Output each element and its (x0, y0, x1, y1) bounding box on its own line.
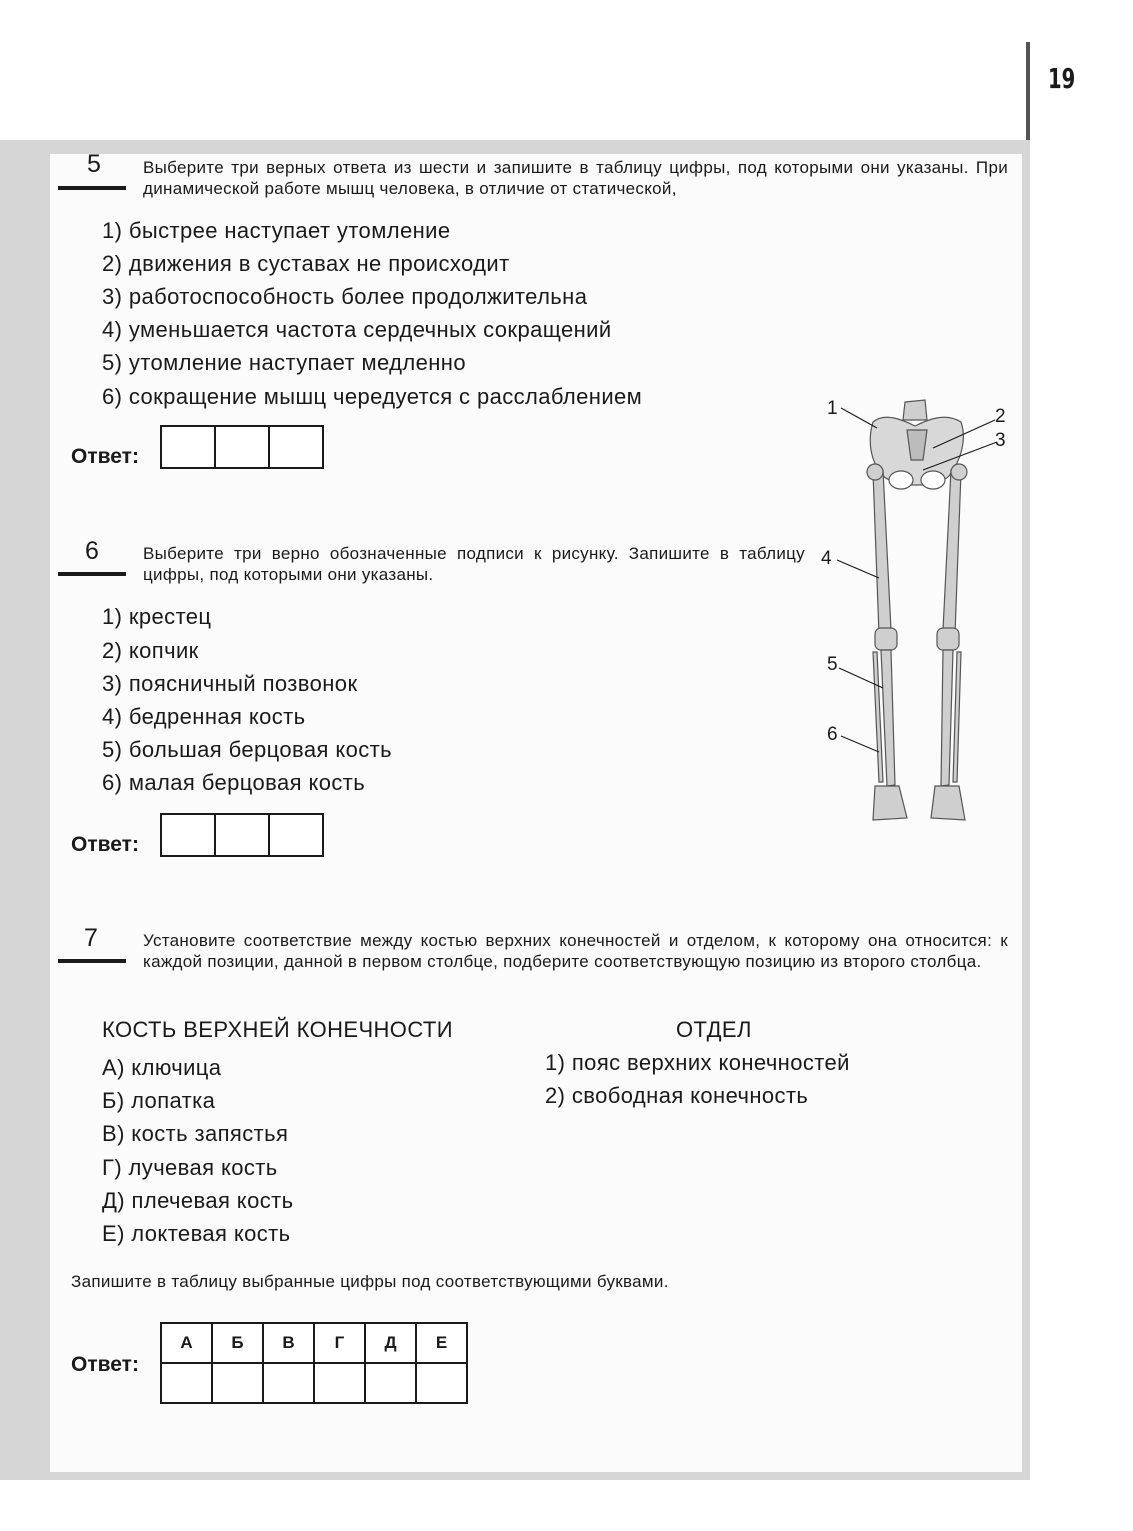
answer-cell[interactable] (270, 427, 322, 467)
task7-right-item-1: 1) пояс верхних конечностей (545, 1050, 850, 1075)
table-header-row (161, 1323, 467, 1363)
page-number: 19 (1048, 62, 1076, 95)
answer-cell[interactable] (216, 427, 270, 467)
task5-option-5[interactable]: 5) утомление наступает медленно (102, 350, 466, 375)
task6-option-3[interactable]: 3) поясничный позвонок (102, 671, 358, 696)
figure-label-3: 3 (995, 430, 1006, 451)
task7-left-item-g: Г) лучевая кость (102, 1155, 278, 1180)
task7-number-bar (58, 959, 126, 963)
task7-answer-label: Ответ: (71, 1353, 139, 1376)
right-fibula-shape (953, 652, 961, 782)
task6-prompt: Выберите три верно обозначенные подписи к рисунку. Запишите в таблицу цифры, под которыми они указаны. (143, 544, 805, 584)
task6-option-2[interactable]: 2) копчик (102, 638, 199, 663)
table-header-cell: А (161, 1323, 212, 1363)
task7-left-item-d: Д) плечевая кость (102, 1188, 294, 1213)
task6-option-6[interactable]: 6) малая берцовая кость (102, 770, 366, 795)
obturator-left-shape (889, 471, 913, 489)
right-tibia-shape (941, 650, 953, 786)
table-header-cell: Г (314, 1323, 365, 1363)
answer-cell[interactable] (314, 1363, 365, 1403)
task5-option-2[interactable]: 2) движения в суставах не происходит (102, 251, 510, 276)
task7-left-item-v: В) кость запястья (102, 1121, 289, 1146)
task6-option-4[interactable]: 4) бедренная кость (102, 704, 306, 729)
task5-number: 5 (87, 150, 101, 178)
lumbar-vertebra-shape (903, 400, 927, 420)
answer-cell[interactable] (216, 815, 270, 855)
task7-left-item-b: Б) лопатка (102, 1088, 216, 1113)
answer-cell[interactable] (162, 815, 216, 855)
task5-prompt: Выберите три верных ответа из шести и запишите в таблицу цифры, под которыми они указаны. При динамической работе мышц человека, в отличие от статической, (143, 158, 1008, 198)
answer-cell[interactable] (161, 1363, 212, 1403)
task7-number: 7 (84, 924, 98, 952)
left-knee-shape (875, 628, 897, 650)
task5-option-3[interactable]: 3) работоспособность более продолжительна (102, 284, 588, 309)
task6-answer-box[interactable] (160, 813, 324, 857)
figure-label-4: 4 (821, 548, 832, 569)
task7-prompt: Установите соответствие между костью верхних конечностей и отделом, к которому она относится: к каждой позиции, данной в первом столбце, подберите соответствующую позицию из второго столбца. (143, 931, 1008, 971)
page-edge-rule (1026, 42, 1030, 148)
figure-label-6: 6 (827, 724, 838, 745)
task5-number-bar (58, 186, 126, 190)
answer-cell[interactable] (416, 1363, 467, 1403)
task7-instruction: Запишите в таблицу выбранные цифры под соответствующими буквами. (71, 1272, 669, 1291)
table-header-cell: Е (416, 1323, 467, 1363)
task6-number: 6 (85, 537, 99, 565)
task7-answer-table[interactable] (160, 1322, 468, 1404)
answer-cell[interactable] (365, 1363, 416, 1403)
answer-cell[interactable] (212, 1363, 263, 1403)
table-header-cell: Д (365, 1323, 416, 1363)
task6-answer-label: Ответ: (71, 833, 139, 856)
right-femur-shape (943, 470, 961, 634)
task5-option-1[interactable]: 1) быстрее наступает утомление (102, 218, 451, 243)
lower-limb-skeleton-figure (815, 390, 1020, 830)
table-answer-row[interactable] (161, 1363, 467, 1403)
obturator-right-shape (921, 471, 945, 489)
task5-option-6[interactable]: 6) сокращение мышц чередуется с расслаблением (102, 384, 643, 409)
left-femur-shape (873, 470, 891, 634)
left-tibia-shape (881, 650, 895, 786)
figure-label-5: 5 (827, 654, 838, 675)
task7-left-item-a: А) ключица (102, 1055, 222, 1080)
right-foot-shape (931, 786, 965, 820)
task5-option-4[interactable]: 4) уменьшается частота сердечных сокращений (102, 317, 612, 342)
answer-cell[interactable] (162, 427, 216, 467)
task6-option-1[interactable]: 1) крестец (102, 604, 212, 629)
left-femur-head (867, 464, 883, 480)
task6-option-5[interactable]: 5) большая берцовая кость (102, 737, 392, 762)
table-header-cell: Б (212, 1323, 263, 1363)
figure-label-2: 2 (995, 406, 1006, 427)
task7-left-header: КОСТЬ ВЕРХНЕЙ КОНЕЧНОСТИ (102, 1017, 453, 1042)
left-foot-shape (873, 786, 907, 820)
task7-right-item-2: 2) свободная конечность (545, 1083, 809, 1108)
figure-label-1: 1 (827, 398, 838, 419)
sacrum-shape (907, 430, 927, 460)
task5-answer-label: Ответ: (71, 445, 139, 468)
task7-left-item-e: Е) локтевая кость (102, 1221, 291, 1246)
task7-right-header: ОТДЕЛ (676, 1017, 752, 1042)
task6-number-bar (58, 572, 126, 576)
right-femur-head (951, 464, 967, 480)
answer-cell[interactable] (270, 815, 322, 855)
task5-answer-box[interactable] (160, 425, 324, 469)
table-header-cell: В (263, 1323, 314, 1363)
answer-cell[interactable] (263, 1363, 314, 1403)
right-knee-shape (937, 628, 959, 650)
